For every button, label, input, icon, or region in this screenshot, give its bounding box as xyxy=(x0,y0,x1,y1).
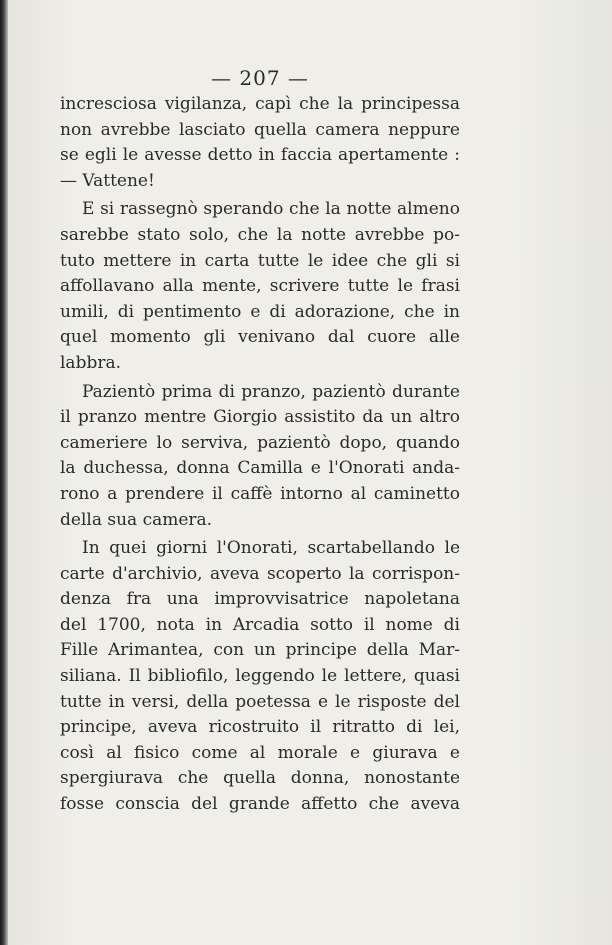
text-line: principe, aveva ricostruito il ritratto di lei, xyxy=(60,717,460,738)
text-line: siliana. Il bibliofilo, leggendo le lettere, quasi xyxy=(60,666,460,687)
body-text xyxy=(60,92,460,818)
text-line: Pazientò prima di pranzo, pazientò durante xyxy=(82,381,460,402)
text-line: se egli le avesse detto in faccia apertamente : xyxy=(60,145,460,166)
text-line: il pranzo mentre Giorgio assistito da un altro xyxy=(60,407,460,428)
text-line: denza fra una improvvisatrice napoletana xyxy=(60,589,460,610)
text-line: affollavano alla mente, scrivere tutte le frasi xyxy=(60,276,460,297)
text-line: tuto mettere in carta tutte le idee che gli si xyxy=(60,250,460,271)
text-line: quel momento gli venivano dal cuore alle xyxy=(60,327,460,348)
text-line: fosse conscia del grande affetto che aveva xyxy=(60,794,460,815)
text-line: labbra. xyxy=(60,352,122,373)
text-line: rono a prendere il caffè intorno al caminetto xyxy=(60,483,460,504)
page-number: — 207 — xyxy=(211,66,309,90)
text-line: — Vattene! xyxy=(60,170,155,191)
text-line: della sua camera. xyxy=(60,509,213,530)
text-line: umili, di pentimento e di adorazione, che in xyxy=(60,301,460,322)
text-line: sarebbe stato solo, che la notte avrebbe po- xyxy=(60,224,460,245)
text-line: carte d'archivio, aveva scoperto la corrispon- xyxy=(60,563,460,584)
text-line: spergiurava che quella donna, nonostante xyxy=(60,768,460,789)
text-line: cameriere lo serviva, pazientò dopo, quando xyxy=(60,432,460,453)
text-line: In quei giorni l'Onorati, scartabellando le xyxy=(82,538,460,559)
text-line: la duchessa, donna Camilla e l'Onorati anda- xyxy=(60,458,460,479)
text-line: E si rassegnò sperando che la notte almeno xyxy=(82,199,460,220)
book-spine-edge xyxy=(0,0,8,945)
text-line: incresciosa vigilanza, capì che la principessa xyxy=(60,94,460,114)
text-line: tutte in versi, della poetessa e le risposte del xyxy=(60,691,460,712)
text-line: così al fisico come al morale e giurava e xyxy=(60,742,460,763)
text-line: del 1700, nota in Arcadia sotto il nome di xyxy=(60,614,460,635)
text-line: Fille Arimantea, con un principe della Mar- xyxy=(60,640,460,661)
text-line: non avrebbe lasciato quella camera neppure xyxy=(60,119,460,140)
